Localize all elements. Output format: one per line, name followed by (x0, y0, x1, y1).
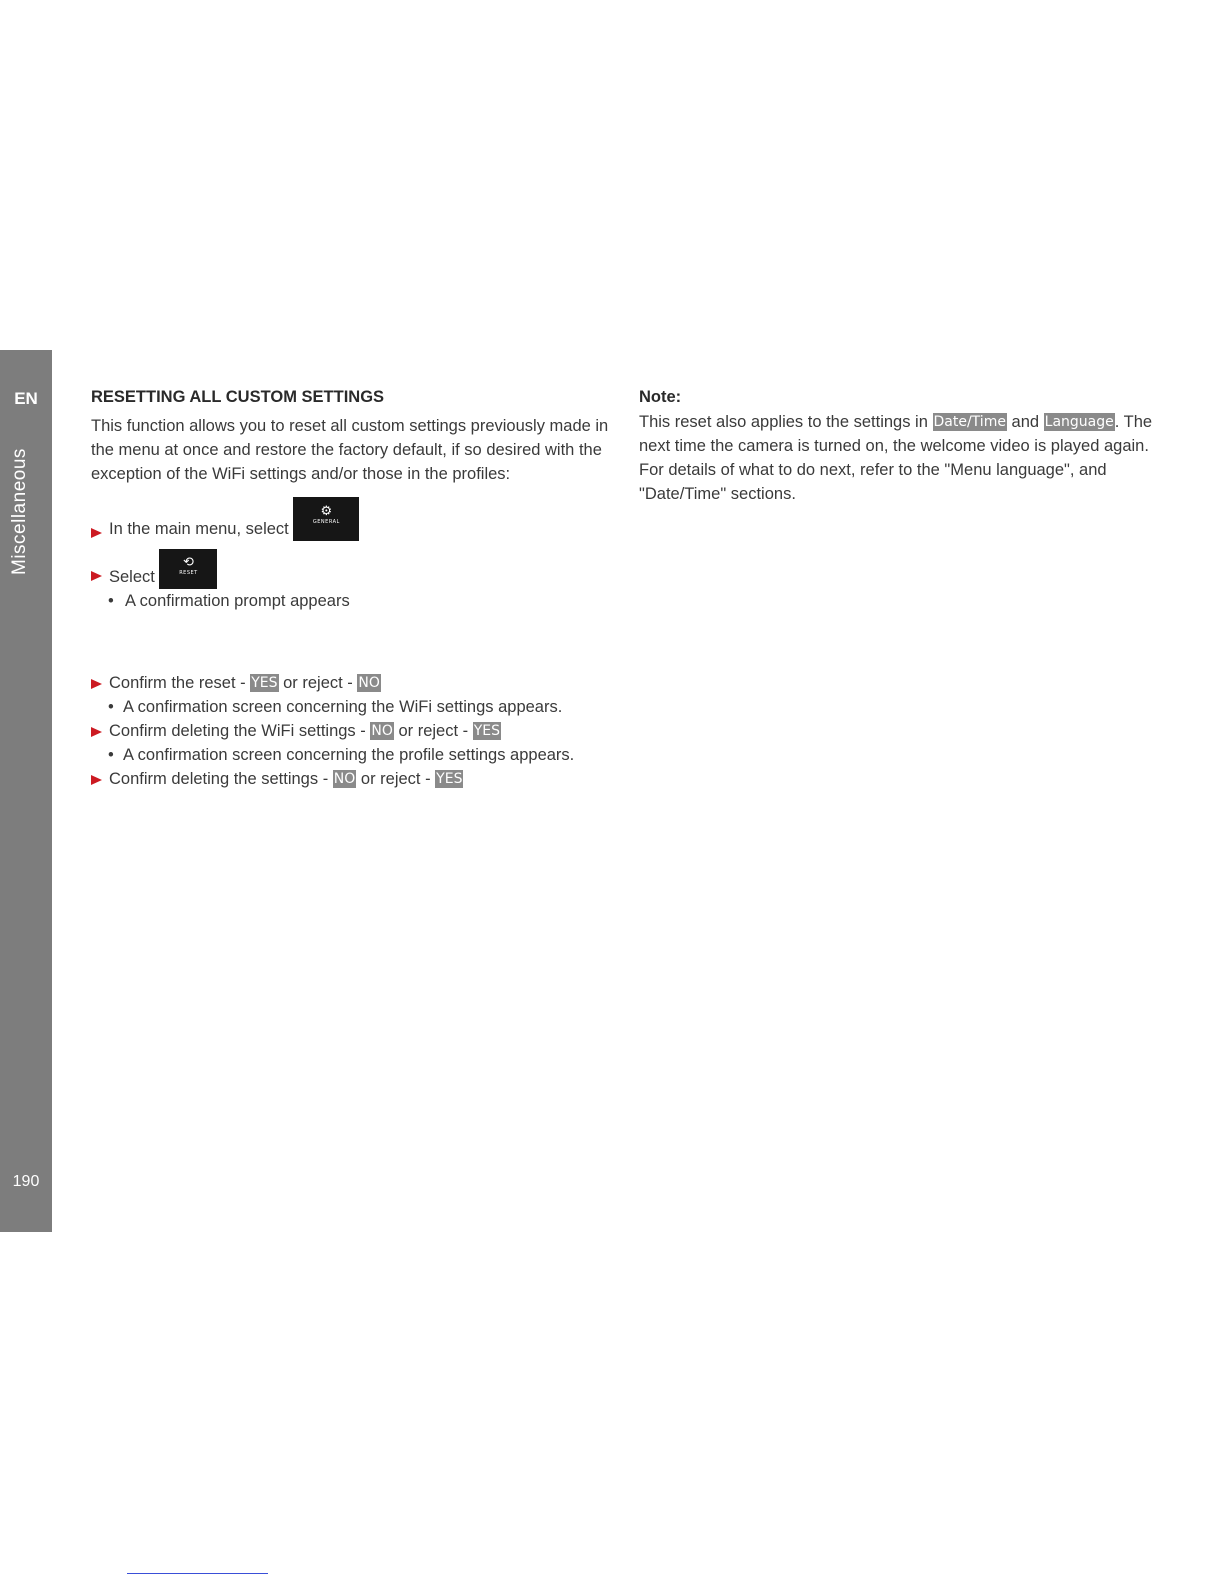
no-chip: NO (333, 771, 356, 787)
reset-menu-icon (159, 549, 217, 589)
general-menu-icon (293, 497, 359, 541)
step-text: Select (109, 568, 155, 586)
step-text: or reject - (398, 722, 469, 740)
footer-link-line (127, 1573, 268, 1574)
note-paragraph (639, 410, 1159, 506)
step-text: or reject - (360, 770, 431, 788)
step-arrow-icon (91, 679, 102, 689)
step-text: Confirm the reset - (109, 674, 246, 692)
bullet-item: • A confirmation screen concerning the WiFi settings appears. (91, 695, 611, 719)
sidebar-tab (0, 350, 52, 1232)
date-time-chip: Date/Time (933, 414, 1006, 430)
intro-paragraph: This function allows you to reset all custom settings previously made in the menu at once and restore the factory default, if so desired with the exception of the WiFi settings and/or those in the profiles: (91, 417, 609, 483)
step-confirm-settings (91, 767, 611, 791)
step-confirm-reset (91, 671, 611, 695)
section-heading: RESETTING ALL CUSTOM SETTINGS (91, 388, 385, 406)
note-heading: Note: (639, 388, 682, 406)
bullet-item: • A confirmation prompt appears (91, 589, 611, 613)
step-select-general (91, 497, 611, 541)
note-text: . The next time the camera is turned on, the welcome video is played again. For details of what to do next, refer to the "Menu language", and "Date/Time" sections. (639, 413, 1153, 503)
step-arrow-icon (91, 775, 102, 785)
note-text: and (1011, 413, 1040, 431)
note-text: This reset also applies to the settings in (639, 413, 928, 431)
no-chip: NO (371, 723, 393, 739)
step-text: Confirm deleting the settings - (109, 770, 329, 788)
icon-caption: GENERAL (312, 519, 340, 525)
camera-reset-icon: ⟲ (183, 555, 194, 570)
step-confirm-wifi (91, 719, 611, 743)
yes-chip: YES (473, 723, 501, 739)
step-arrow-icon (91, 727, 102, 737)
yes-chip: YES (251, 675, 278, 691)
step-text: or reject - (283, 674, 353, 692)
section-label: Miscellaneous (9, 448, 30, 575)
step-text: Confirm deleting the WiFi settings - (109, 722, 366, 740)
no-chip: NO (358, 675, 380, 691)
left-column (91, 386, 611, 791)
yes-chip: YES (436, 771, 463, 787)
step-arrow-icon (91, 571, 102, 581)
step-arrow-icon (91, 528, 102, 538)
step-text: In the main menu, select (109, 520, 289, 538)
right-column (639, 386, 1159, 506)
gear-icon: ⚙ (320, 504, 333, 519)
bullet-item: • A confirmation screen concerning the profile settings appears. (91, 743, 611, 767)
page-number: 190 (12, 1173, 40, 1190)
language-label: EN (14, 389, 38, 408)
step-select-reset (91, 549, 611, 589)
language-chip: Language (1044, 414, 1114, 430)
icon-caption: RESET (179, 570, 198, 576)
